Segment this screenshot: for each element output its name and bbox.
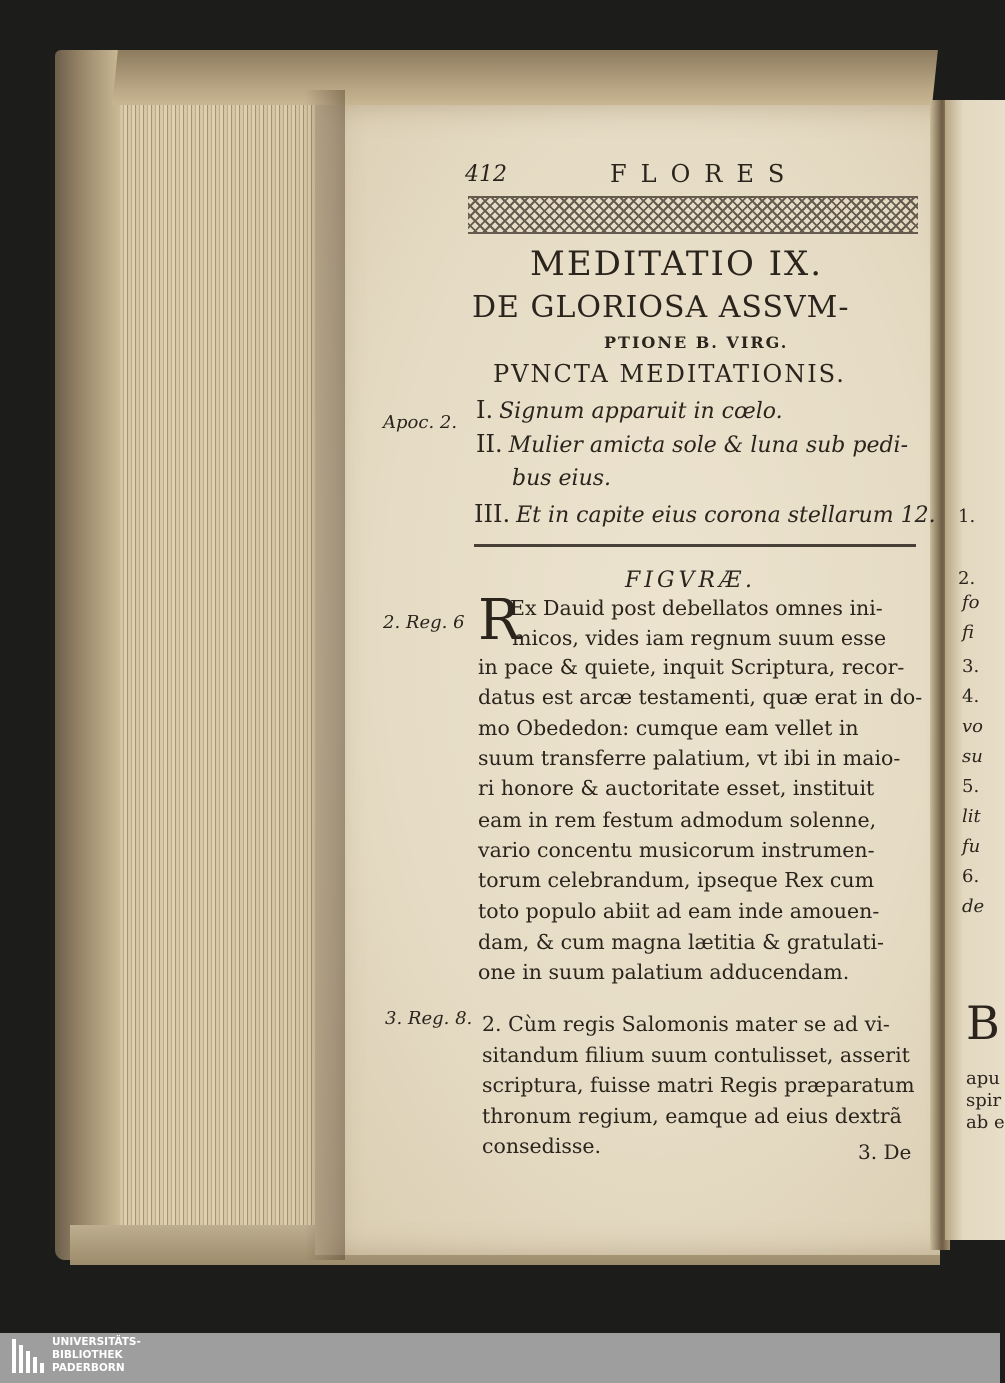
point-2 [476,430,908,458]
right-page-fragment: 1. [958,506,976,527]
catchword: 3. De [858,1140,912,1164]
right-page-fragment: vo [962,716,984,737]
point-text: Et in capite eius corona stellarum 12. [516,503,936,528]
right-page-fragment: 2. [958,568,976,589]
point-number: II. [476,430,503,458]
body-line: mo Obededon: cumque eam vellet in [478,716,859,740]
meditation-title: MEDITATIO IX. [530,244,824,284]
logo-line: PADERBORN [52,1362,125,1374]
right-page-fragment: 5. [962,776,980,797]
point-text: Signum apparuit in cœlo. [499,399,783,424]
right-page-fragment: spir [966,1090,1002,1111]
right-page-fragment: fu [962,836,981,857]
logo-line: UNIVERSITÄTS- [52,1336,141,1348]
right-page-fragment: apu [966,1068,1000,1089]
body-line: eam in rem festum admodum solenne, [478,808,877,832]
page-number: 412 [465,162,507,187]
body-line: consedisse. [482,1134,602,1158]
point-3 [474,500,936,528]
body-line: one in suum palatium adducendam. [478,960,850,984]
body-line: in pace & quiete, inquit Scriptura, recor- [478,655,905,679]
body-line: Ex Dauid post debellatos omnes ini- [510,596,883,620]
body-line: sitandum filium suum contulisset, asserit [482,1043,910,1067]
body-line: suum transferre palatium, vt ibi in maio- [478,746,901,770]
right-page-fragment: lit [962,806,981,827]
right-page-fragment: fo [962,592,980,613]
point-number: I. [476,396,494,424]
body-line: scriptura, fuisse matri Regis præparatum [482,1073,915,1097]
running-head: FLORES [610,160,799,188]
margin-note-reg6: 2. Reg. 6 [383,612,465,633]
margin-note-apoc: Apoc. 2. [383,412,458,433]
body-line: toto populo abiit ad eam inde amouen- [478,899,880,923]
body-line: ri honore & auctoritate esset, instituit [478,776,875,800]
body-line: vario concentu musicorum instrumen- [478,838,875,862]
logo-line: BIBLIOTHEK [52,1349,123,1361]
point-number: III. [474,500,511,528]
figurae-heading: FIGVRÆ. [625,568,756,593]
meditation-subject-line2: PTIONE B. VIRG. [604,333,789,352]
body-line: 2. Cùm regis Salomonis mater se ad vi- [482,1012,890,1036]
body-line: micos, vides iam regnum suum esse [512,626,887,650]
points-heading: PVNCTA MEDITATIONIS. [493,360,846,388]
meditation-subject-line1: DE GLORIOSA ASSVM- [472,290,850,325]
point-text: Mulier amicta sole & luna sub pedi- [508,433,909,458]
right-page-fragment: de [962,896,985,917]
point-1 [476,396,783,424]
margin-note-reg8: 3. Reg. 8. [385,1008,473,1029]
right-page-fragment: 6. [962,866,980,887]
ornament-band [468,196,918,234]
library-logo-text [52,1336,141,1375]
right-page-fragment: fi [962,622,975,643]
right-page-fragment: B [966,996,1000,1050]
body-line: torum celebrandum, ipseque Rex cum [478,868,875,892]
right-page-fragment: 3. [962,656,980,677]
library-logo-icon [10,1337,46,1377]
book-top-edge [112,50,938,105]
body-line: dam, & cum magna lætitia & gratulati- [478,930,884,954]
section-rule [474,544,916,547]
drop-cap: R [478,588,521,653]
body-line: thronum regium, eamque ad eius dextrã [482,1104,902,1128]
body-line: datus est arcæ testamenti, quæ erat in do- [478,685,923,709]
footer-bar [0,1333,1000,1383]
point-2-continuation: bus eius. [512,466,612,491]
right-page-fragment: 4. [962,686,980,707]
right-page-fragment: su [962,746,983,767]
right-page-fragment: ab e [966,1112,1005,1133]
spine-shadow [305,90,345,1260]
